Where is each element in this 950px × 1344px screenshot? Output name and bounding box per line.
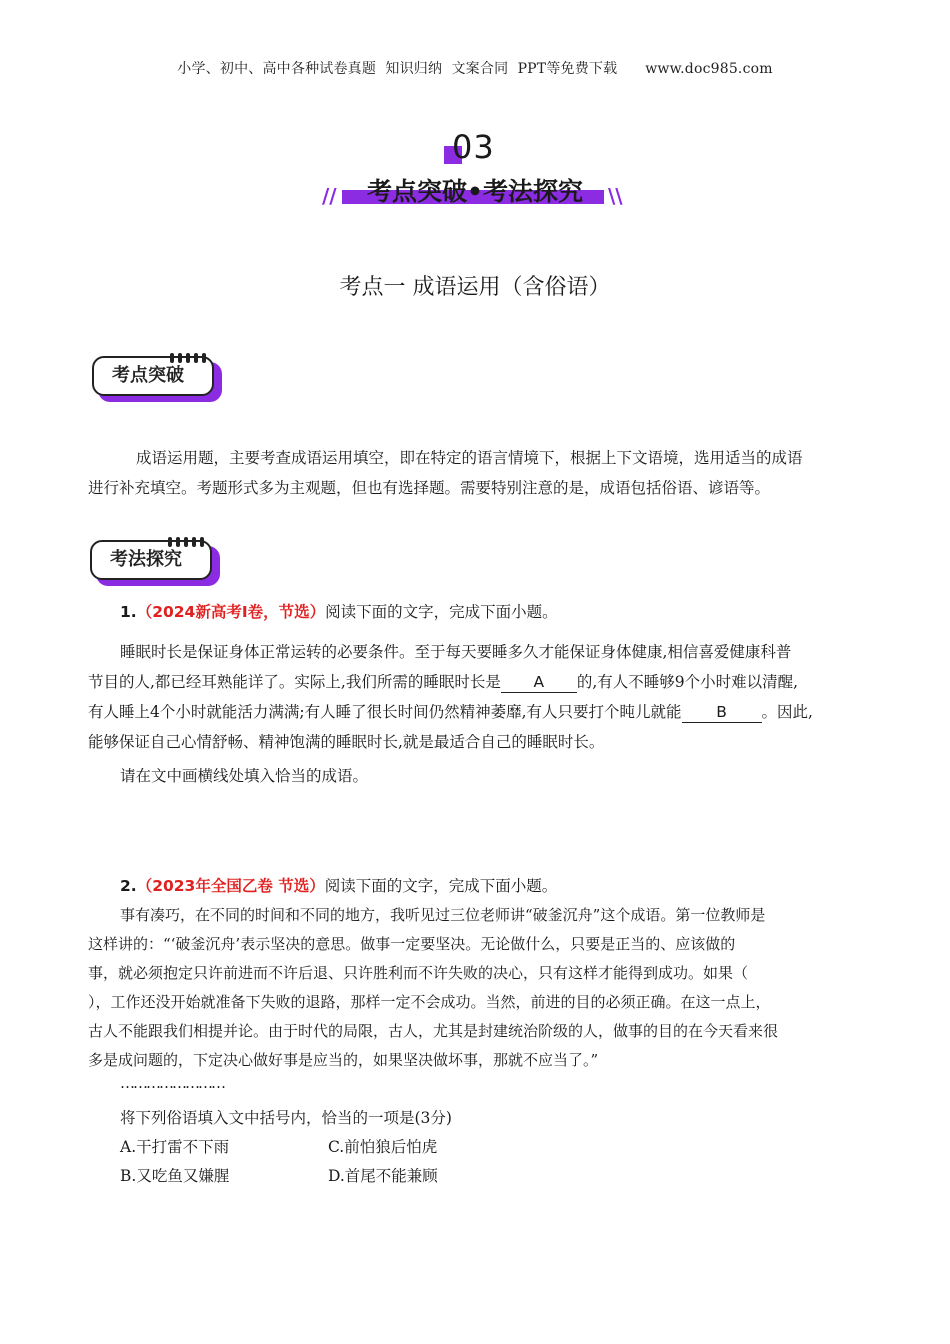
q2-text-line-3: 事，就必须抱定只许前进而不许后退、只许胜利而不许失败的决心，只有这样才能得到成功。如果（ [88,964,749,982]
tag-explore-label: 考法探究 [90,540,212,580]
intro-line-2: 进行补充填空。考题形式多为主观题，但也有选择题。需要特别注意的是，成语包括俗语、谚语等。 [88,479,771,497]
tag-breakthrough-label: 考点突破 [92,356,214,396]
kaodian-title: 考点一 成语运用（含俗语） [339,275,611,300]
tag-breakthrough [92,354,232,412]
q2-text-line-5: 古人不能跟我们相提并论。由于时代的局限，古人，尤其是封建统治阶级的人，做事的目的在今天看来很 [88,1022,779,1040]
q2-source: （2023年全国乙卷 节选） [136,877,325,895]
q2-instruction: 阅读下面的文字，完成下面小题。 [324,877,558,895]
q1-text-line-1: 睡眠时长是保证身体正常运转的必要条件。至于每天要睡多久才能保证身体健康,相信喜爱健康科普 [120,643,792,661]
section-title-banner [320,172,630,212]
q2-number: 2. [120,877,137,895]
q1-text-line-3a: 有人睡上4个小时就能活力满满;有人睡了很长时间仍然精神萎靡,有人只要打个盹儿就能 [88,703,682,721]
q2-header [120,874,557,896]
slash-left-icon: // [322,184,337,208]
q1-text-line-2 [88,670,798,693]
q1-text-line-2a: 节目的人,都已经耳熟能详了。实际上,我们所需的睡眠时长是 [88,673,501,691]
intro-line-1: 成语运用题，主要考查成语运用填空，即在特定的语言情境下，根据上下文语境，选用适当的成语 [136,449,803,467]
q1-header [120,600,558,622]
q1-source: （2024新高考Ⅰ卷，节选） [136,603,326,621]
page-header: 小学、初中、高中各种试卷真题 知识归纳 文案合同 PPT等免费下载 www.doc985.com [177,61,773,77]
q2-text-line-4: ），工作还没开始就准备下失败的退路，那样一定不会成功。当然，前进的目的必须正确。在这一点上， [88,993,771,1011]
q2-text-line-1: 事有凑巧，在不同的时间和不同的地方，我听见过三位老师讲“破釜沉舟”这个成语。第一位教师是 [120,906,766,924]
q1-text-line-3 [88,700,813,723]
q2-option-c[interactable]: C.前怕狼后怕虎 [328,1138,438,1156]
q1-text-line-4: 能够保证自己心情舒畅、精神饱满的睡眠时长,就是最适合自己的睡眠时长。 [88,733,605,751]
q2-option-a[interactable]: A.干打雷不下雨 [120,1138,230,1156]
q1-instruction: 阅读下面的文字，完成下面小题。 [325,603,558,621]
q1-number: 1. [120,603,137,621]
q1-text-line-2b: 的,有人不睡够9个小时难以清醒, [576,673,799,691]
section-number-text: 03 [452,128,495,166]
q2-text-line-6: 多是成问题的，下定决心做好事是应当的，如果坚决做坏事，那就不应当了。” [88,1051,599,1069]
q2-ellipsis: …………………… [120,1074,224,1092]
binder-rings-icon [168,532,218,542]
tag-explore [90,538,230,596]
q2-task: 将下列俗语填入文中括号内，恰当的一项是(3分) [120,1109,452,1127]
binder-rings-icon [170,348,220,358]
q2-text-line-2: 这样讲的：“‘破釜沉舟’表示坚决的意思。做事一定要坚决。无论做什么，只要是正当的、应该做的 [88,935,736,953]
section-number [444,128,504,172]
q1-text-line-3b: 。因此, [761,703,813,721]
q2-option-b[interactable]: B.又吃鱼又嫌腥 [120,1167,230,1185]
blank-b-input[interactable]: B [682,702,762,723]
q1-task: 请在文中画横线处填入恰当的成语。 [120,767,369,785]
section-title: 考点突破•考法探究 [367,177,583,206]
q2-option-d[interactable]: D.首尾不能兼顾 [328,1167,438,1185]
slash-right-icon: \\ [608,184,623,208]
blank-a-input[interactable]: A [501,672,577,693]
